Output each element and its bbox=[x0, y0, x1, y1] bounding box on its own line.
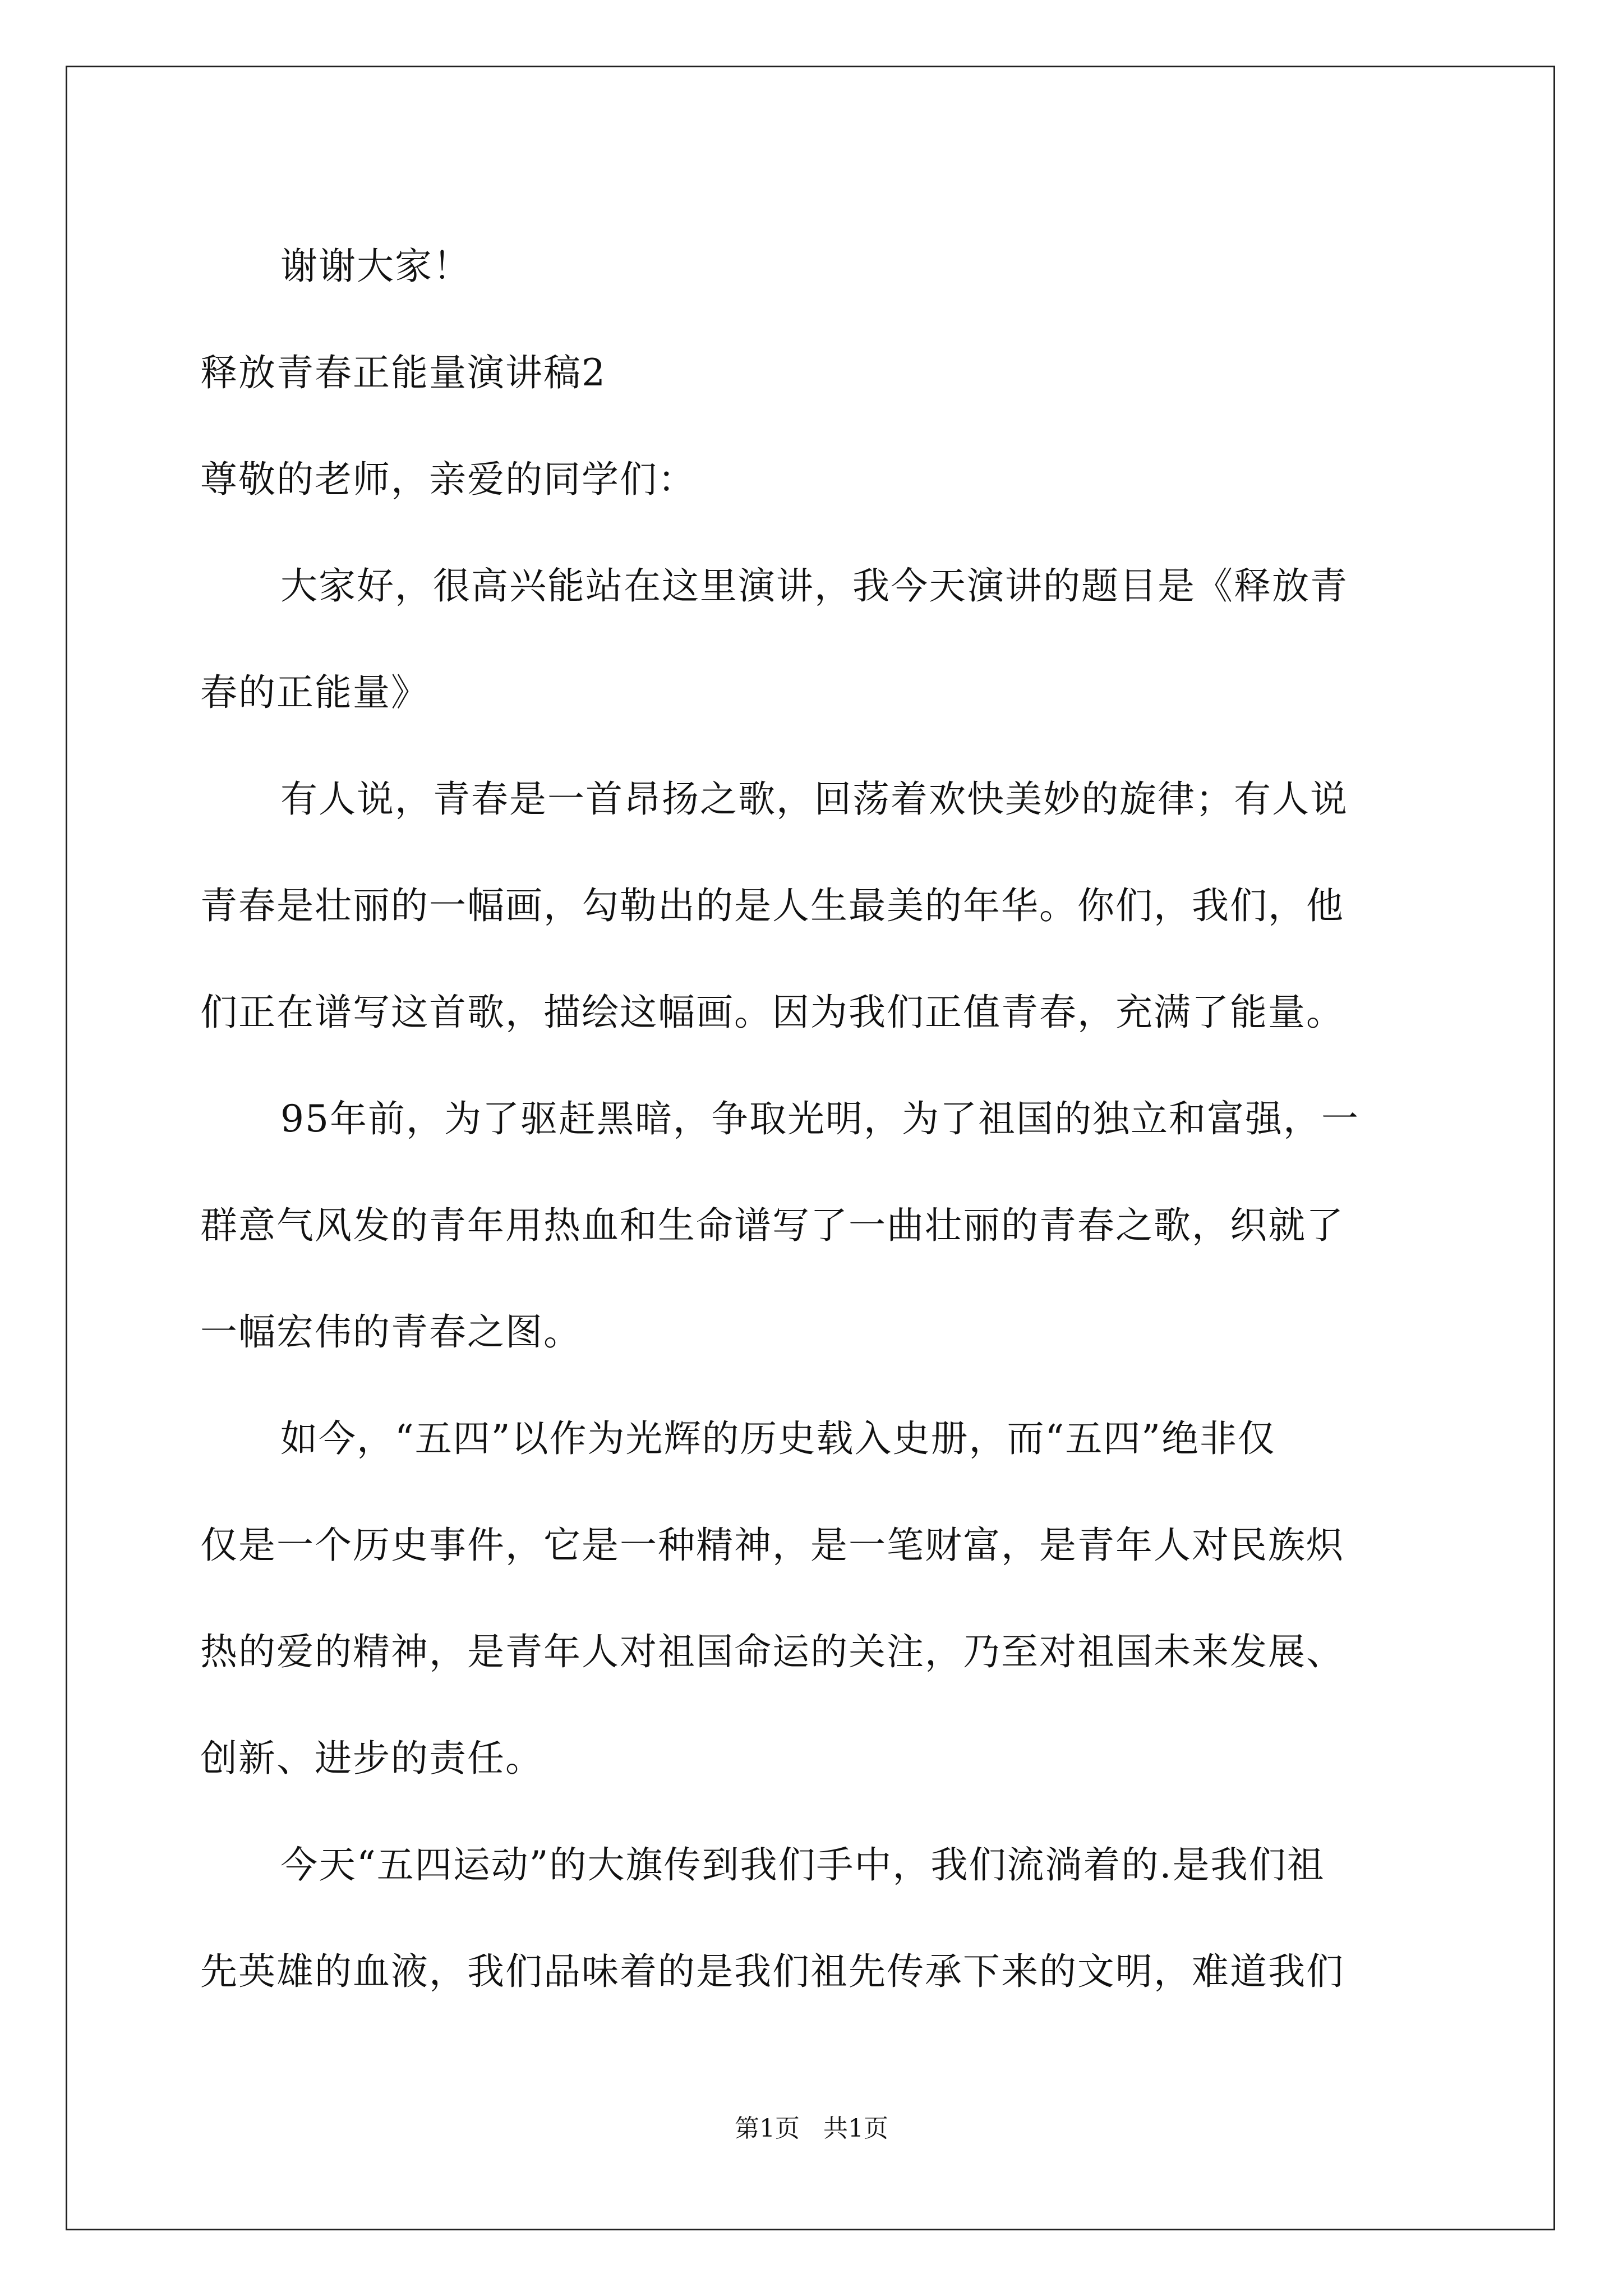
page-footer: 第1页 共1页 bbox=[735, 2114, 888, 2143]
section-title: 释放青春正能量演讲稿2 bbox=[200, 351, 606, 394]
text-line: 95年前，为了驱赶黑暗，争取光明，为了祖国的独立和富强，一 bbox=[280, 1097, 1359, 1140]
text-line: 如今，“五四”以作为光辉的历史载入史册，而“五四”绝非仅 bbox=[280, 1417, 1276, 1460]
text-line: 青春是壮丽的一幅画，勾勒出的是人生最美的年华。你们，我们，他 bbox=[200, 884, 1344, 927]
text-line: 创新、进步的责任。 bbox=[200, 1737, 543, 1780]
text-line: 大家好，很高兴能站在这里演讲，我今天演讲的题目是《释放青 bbox=[280, 564, 1348, 608]
document-body bbox=[200, 213, 1424, 2025]
salutation: 尊敬的老师，亲爱的同学们： bbox=[200, 458, 696, 501]
text-line: 热的爱的精神，是青年人对祖国命运的关注，乃至对祖国未来发展、 bbox=[200, 1630, 1344, 1673]
text-line: 春的正能量》 bbox=[200, 671, 429, 714]
text-line: 一幅宏伟的青春之图。 bbox=[200, 1310, 582, 1354]
text-line: 群意气风发的青年用热血和生命谱写了一曲壮丽的青春之歌，织就了 bbox=[200, 1204, 1344, 1247]
text-line: 们正在谱写这首歌，描绘这幅画。因为我们正值青春，充满了能量。 bbox=[200, 991, 1344, 1034]
text-line: 有人说，青春是一首昂扬之歌，回荡着欢快美妙的旋律；有人说 bbox=[280, 777, 1348, 821]
text-line: 先英雄的血液，我们品味着的是我们祖先传承下来的文明，难道我们 bbox=[200, 1950, 1344, 1993]
text-line: 仅是一个历史事件，它是一种精神，是一笔财富，是青年人对民族炽 bbox=[200, 1524, 1344, 1567]
text-line: 谢谢大家！ bbox=[280, 245, 471, 288]
text-line: 今天“五四运动”的大旗传到我们手中，我们流淌着的.是我们祖 bbox=[280, 1843, 1325, 1887]
